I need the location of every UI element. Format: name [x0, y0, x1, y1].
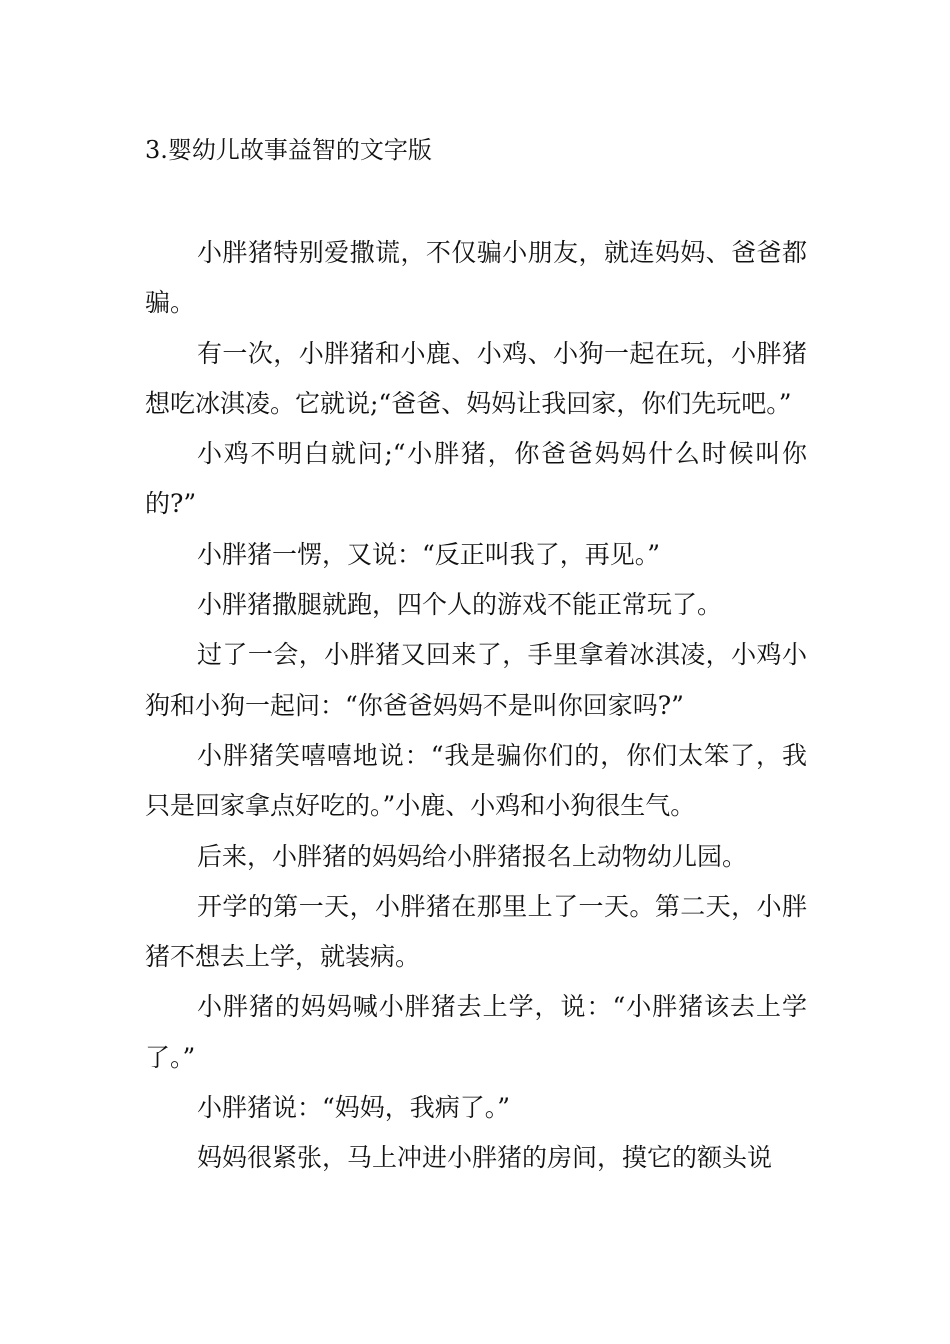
story-body [145, 228, 807, 1184]
story-paragraph: 有一次，小胖猪和小鹿、小鸡、小狗一起在玩，小胖猪想吃冰淇凌。它就说;“爸爸、妈妈让我回家，你们先玩吧。” [145, 338, 807, 418]
story-paragraph: 小鸡不明白就问;“小胖猪，你爸爸妈妈什么时候叫你的?” [145, 439, 807, 519]
story-paragraph: 小胖猪的妈妈喊小胖猪去上学，说：“小胖猪该去上学了。” [145, 992, 807, 1072]
story-paragraph: 小胖猪笑嘻嘻地说：“我是骗你们的，你们太笨了，我只是回家拿点好吃的。”小鹿、小鸡和小狗很生气。 [145, 740, 807, 821]
story-paragraph: 小胖猪撒腿就跑，四个人的游戏不能正常玩了。 [197, 590, 723, 620]
story-paragraph: 过了一会，小胖猪又回来了，手里拿着冰淇凌，小鸡小狗和小狗一起问：“你爸爸妈妈不是叫你回家吗?” [145, 640, 807, 720]
story-paragraph: 开学的第一天，小胖猪在那里上了一天。第二天，小胖猪不想去上学，就装病。 [145, 891, 807, 972]
story-paragraph: 小胖猪特别爱撒谎，不仅骗小朋友，就连妈妈、爸爸都骗。 [145, 238, 807, 318]
story-paragraph: 妈妈很紧张，马上冲进小胖猪的房间，摸它的额头说 [197, 1143, 773, 1173]
story-paragraph: 小胖猪一愣，又说：“反正叫我了，再见。” [197, 539, 661, 569]
story-paragraph: 小胖猪说：“妈妈，我病了。” [197, 1093, 511, 1123]
section-heading: 3.婴幼儿故事益智的文字版 [145, 136, 432, 164]
story-paragraph: 后来，小胖猪的妈妈给小胖猪报名上动物幼儿园。 [197, 841, 748, 871]
